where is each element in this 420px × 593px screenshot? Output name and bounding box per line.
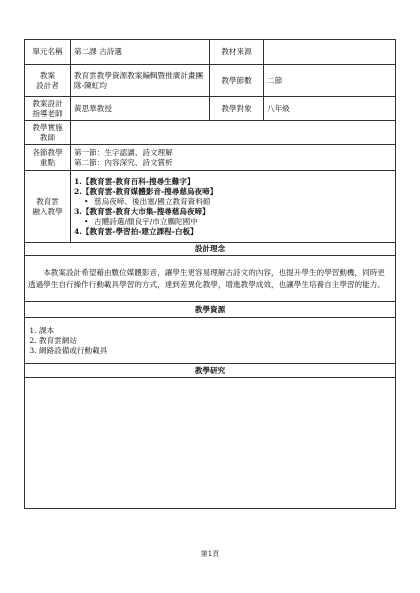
design-text (25, 256, 396, 302)
resources-heading: 教學資源 (25, 302, 396, 318)
periods-value: 二節 (264, 65, 396, 97)
design-paragraph: 本教案設計希望藉由數位媒體影音，讓學生更容易理解古詩文的內容，也提升學生的學習動機，同時更透過學生自行操作行動載具學習的方式，達到差異化教學，增進教學成效，也讓學生培養自主學習的能力。 (28, 267, 385, 289)
cloud-item-1: 1.【教育雲-教育百科-搜尋生難字】 (74, 176, 195, 186)
resource-item: 2. 教育雲網站 (39, 336, 392, 346)
focus-line-2: 第二節：內容深究、詩文賞析 (74, 157, 173, 167)
row-research-body (25, 378, 396, 509)
row-designer (25, 65, 396, 97)
env-label: 教學實施 教師 (25, 121, 71, 145)
cloud-item-4: 4.【教育雲-學習拍-建立課程-白板】 (74, 226, 198, 236)
unit-label: 單元名稱 (25, 40, 71, 65)
page-number: 第1頁 (200, 550, 220, 558)
env-value (71, 121, 396, 145)
target-label: 教學對象 (210, 97, 264, 121)
periods-label: 教學節數 (210, 65, 264, 97)
cloud-value (71, 171, 396, 243)
row-research-heading (25, 364, 396, 378)
row-design-text (25, 256, 396, 302)
resource-item: 3. 網路設備或行動載具 (39, 346, 392, 356)
cloud-sub-list-3 (74, 217, 392, 227)
cloud-label: 教育雲 融入教學 (25, 171, 71, 243)
resources-cell (25, 318, 396, 364)
row-advisor (25, 97, 396, 121)
cloud-sub-list-2 (74, 197, 392, 207)
cloud-item-3: 3.【教育雲-教育大市集-搜尋慈烏夜啼】 (74, 206, 210, 216)
row-resources-list (25, 318, 396, 364)
unit-value: 第二課 古詩選 (71, 40, 210, 65)
row-resources-heading (25, 302, 396, 318)
row-cloud (25, 171, 396, 243)
focus-line-1: 第一節：生字認讀、詩文理解 (74, 147, 173, 157)
row-design-heading (25, 243, 396, 256)
row-env (25, 121, 396, 145)
source-value (264, 40, 396, 65)
research-body (25, 378, 396, 509)
cloud-sub-item: • 慈烏夜啼、後出塞/國立教育資料館 (94, 197, 392, 207)
research-heading: 教學研究 (25, 364, 396, 378)
advisor-label: 教案設計 指導老師 (25, 97, 71, 121)
cloud-sub-item: • 古體詩選/顏良宇/市立鵬陀國中 (94, 217, 392, 227)
row-unit (25, 40, 396, 65)
row-focus (25, 145, 396, 171)
lesson-plan-table (24, 39, 396, 509)
source-label: 教材來源 (210, 40, 264, 65)
design-heading: 設計理念 (25, 243, 396, 256)
focus-label: 各節教學 重點 (25, 145, 71, 171)
resources-list (28, 326, 392, 356)
advisor-value: 黃思華教授 (71, 97, 210, 121)
designer-label: 教案 設計者 (25, 65, 71, 97)
cloud-item-2: 2.【教育雲-教育媒體影音-搜尋慈烏夜啼】 (74, 186, 218, 196)
designer-value: 教育雲教學資源教案編輯暨推廣計畫團隊-陳虹均 (71, 65, 210, 97)
resource-item: 1. 課本 (39, 326, 392, 336)
focus-value (71, 145, 396, 171)
target-value: 八年級 (264, 97, 396, 121)
